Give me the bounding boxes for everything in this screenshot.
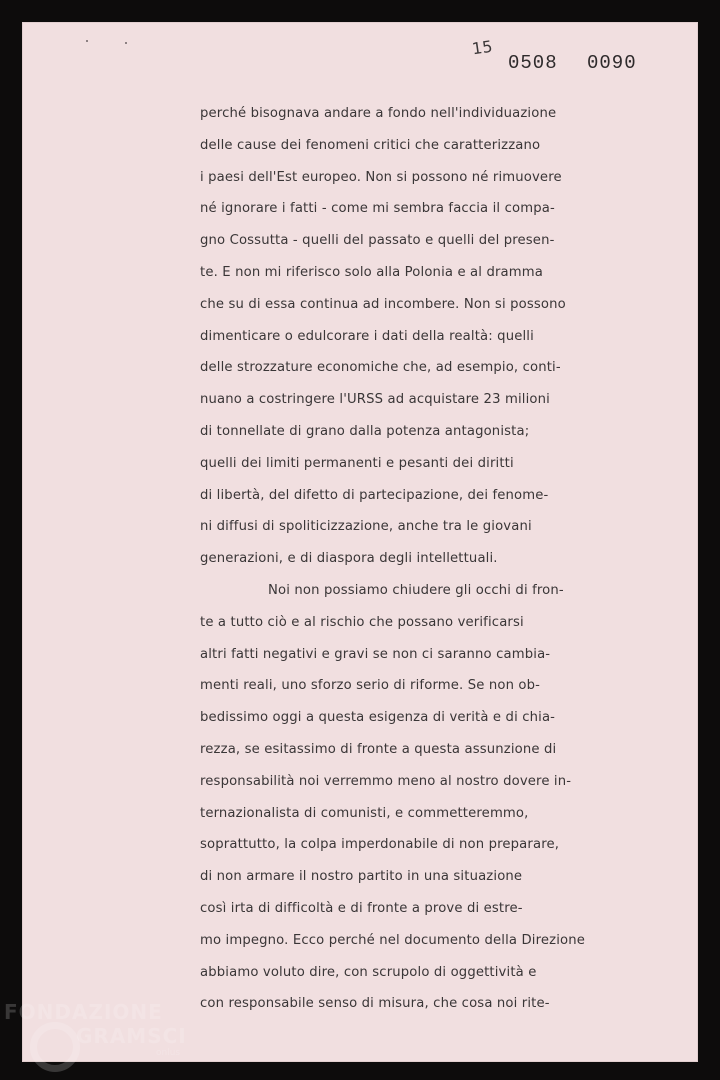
text-line: menti reali, uno sforzo serio di riforme. Se non ob- bbox=[200, 678, 541, 694]
typed-text-block bbox=[178, 98, 586, 1020]
text-line: soprattutto, la colpa imperdonabile di non preparare, bbox=[200, 837, 560, 853]
paper-speck bbox=[125, 42, 127, 44]
text-line: che su di essa continua ad incombere. Non si possono bbox=[200, 296, 566, 312]
archive-code-primary: 0508 bbox=[508, 52, 558, 74]
watermark-small: onlus bbox=[156, 1048, 181, 1058]
text-line-paragraph-start: Noi non possiamo chiudere gli occhi di fron- bbox=[268, 582, 564, 598]
text-line: ternazionalista di comunisti, e commetteremmo, bbox=[200, 805, 529, 821]
text-line: abbiamo voluto dire, con scrupolo di oggettività e bbox=[200, 964, 537, 980]
text-line: ni diffusi di spoliticizzazione, anche tra le giovani bbox=[200, 519, 532, 535]
watermark-line1: FONDAZIONE bbox=[4, 1000, 163, 1024]
handwritten-page-number: 15 bbox=[470, 36, 494, 59]
text-line: perché bisognava andare a fondo nell'individuazione bbox=[200, 106, 557, 121]
text-line: né ignorare i fatti - come mi sembra faccia il compa- bbox=[200, 201, 555, 217]
watermark-line2: GRAMSCI bbox=[76, 1024, 187, 1048]
text-line: altri fatti negativi e gravi se non ci saranno cambia- bbox=[200, 646, 551, 662]
text-line: dimenticare o edulcorare i dati della realtà: quelli bbox=[200, 328, 534, 344]
fondazione-gramsci-watermark bbox=[4, 996, 194, 1080]
text-line: gno Cossutta - quelli del passato e quelli del presen- bbox=[200, 233, 555, 249]
text-line: così irta di difficoltà e di fronte a prove di estre- bbox=[200, 900, 523, 916]
text-line: delle cause dei fenomeni critici che caratterizzano bbox=[200, 137, 541, 153]
text-line: di non armare il nostro partito in una situazione bbox=[200, 869, 523, 885]
text-line: i paesi dell'Est europeo. Non si possono né rimuovere bbox=[200, 169, 562, 185]
text-line: delle strozzature economiche che, ad esempio, conti- bbox=[200, 360, 561, 376]
text-line: responsabilità noi verremmo meno al nostro dovere in- bbox=[200, 773, 572, 789]
gramsci-logo-icon bbox=[30, 1022, 80, 1072]
text-line: te a tutto ciò e al rischio che possano verificarsi bbox=[200, 614, 524, 630]
text-line: generazioni, e di diaspora degli intellettuali. bbox=[200, 551, 498, 567]
text-line: nuano a costringere l'URSS ad acquistare 23 milioni bbox=[200, 392, 550, 408]
text-line: rezza, se esitassimo di fronte a questa assunzione di bbox=[200, 741, 557, 757]
text-line: te. E non mi riferisco solo alla Polonia e al dramma bbox=[200, 264, 543, 280]
text-line: con responsabile senso di misura, che cosa noi rite- bbox=[200, 996, 550, 1012]
text-line: di libertà, del difetto di partecipazione, dei fenome- bbox=[200, 487, 549, 503]
text-line: bedissimo oggi a questa esigenza di verità e di chia- bbox=[200, 710, 556, 726]
paper-speck bbox=[86, 40, 88, 42]
text-line: mo impegno. Ecco perché nel documento della Direzione bbox=[200, 932, 586, 948]
archive-code-secondary: 0090 bbox=[587, 52, 637, 74]
text-line: quelli dei limiti permanenti e pesanti dei diritti bbox=[200, 455, 514, 471]
text-line: di tonnellate di grano dalla potenza antagonista; bbox=[200, 423, 530, 439]
